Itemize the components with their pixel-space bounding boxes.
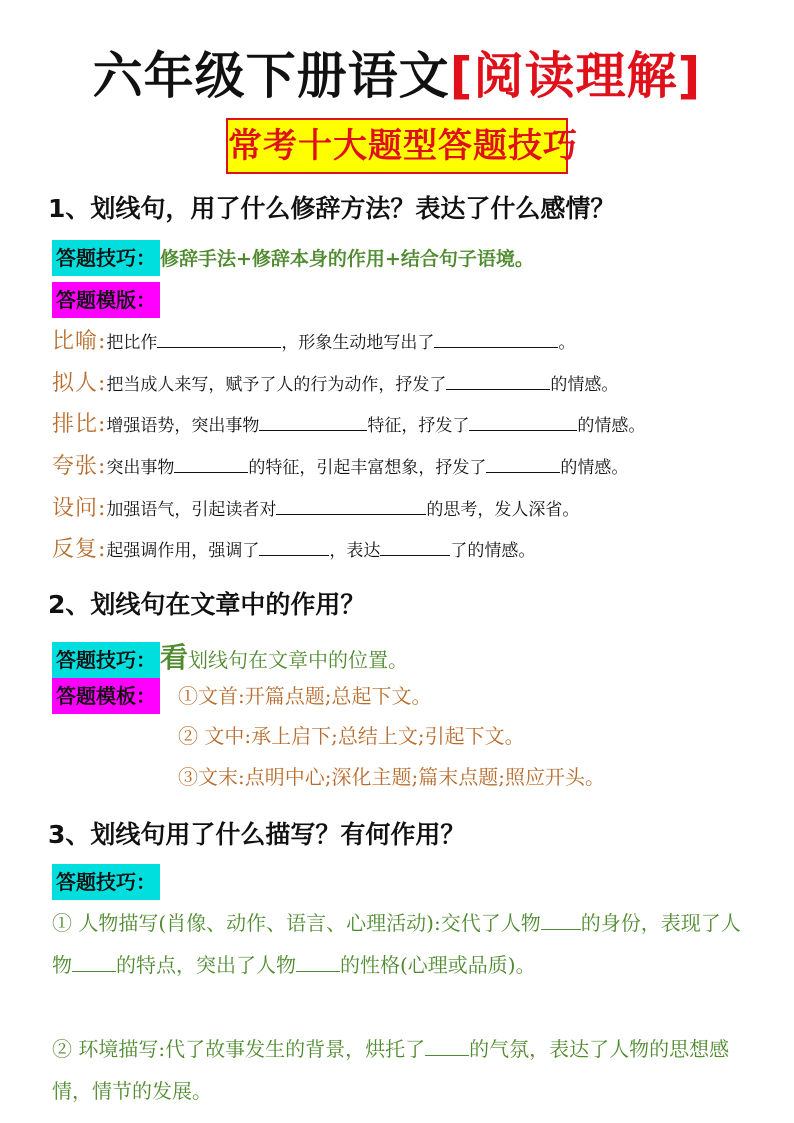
rhetoric-text: 的情感。: [560, 458, 629, 478]
q3-p2-number: ②: [52, 1037, 72, 1061]
rhetoric-row-rhetorical-question: [52, 489, 579, 529]
q3-p1-text: 的性格(心理或品质)。: [340, 953, 536, 977]
rhetoric-text: 加强语气，引起读者对: [106, 500, 277, 520]
rhetoric-text: 了的情感。: [450, 541, 536, 561]
page-title: [0, 46, 794, 106]
question-1-heading: 1、划线句，用了什么修辞方法？表达了什么感情？: [48, 194, 616, 223]
q1-tip-text: 修辞手法+修辞本身的作用+结合句子语境。: [160, 248, 534, 270]
q3-p1-text: 的特点，突出了人物: [116, 953, 296, 977]
q2-template-label: 答题模板：: [52, 678, 160, 714]
rhetoric-row-hyperbole: [52, 447, 628, 487]
rhetoric-term: 夸张:: [52, 454, 107, 479]
rhetoric-text: 起强调作用，强调了: [106, 541, 260, 561]
q2-item-2: ② 文中:承上启下;总结上文;引起下文。: [178, 724, 525, 748]
rhetoric-row-metaphor: [52, 322, 575, 362]
rhetoric-text: 特征，抒发了: [367, 416, 470, 436]
q1-template-label: 答题模版：: [52, 282, 160, 318]
rhetoric-text: 的情感。: [550, 375, 619, 395]
q3-p1-text: 的身份，表现了人物: [52, 911, 741, 977]
fill-blank: [259, 406, 367, 431]
rhetoric-text: 把比作: [106, 333, 158, 353]
fill-blank: [469, 406, 577, 431]
rhetoric-row-repetition: [52, 530, 535, 570]
rhetoric-text: 的思考，发人深省。: [426, 500, 580, 520]
q3-p1-number: ①: [52, 911, 72, 935]
rhetoric-text: 把当成人来写，赋予了人的行为动作，抒发了: [106, 375, 447, 395]
rhetoric-text: 。: [558, 333, 576, 353]
rhetoric-text: 的特征，引起丰富想象，抒发了: [248, 458, 487, 478]
q2-tip-row: [52, 636, 408, 678]
q2-item-3: ③文末:点明中心;深化主题;篇末点题;照应开头。: [178, 765, 605, 789]
page-title-main: 六年级下册语文: [92, 47, 450, 105]
q2-item-1: ①文首:开篇点题;总起下文。: [178, 684, 432, 708]
fill-blank: [380, 531, 450, 556]
rhetoric-text: ，形象生动地写出了: [281, 333, 435, 353]
rhetoric-term: 反复:: [52, 537, 107, 562]
rhetoric-text: 的情感。: [577, 416, 646, 436]
fill-blank: [434, 323, 558, 348]
fill-blank: [72, 949, 116, 972]
fill-blank: [174, 448, 248, 473]
rhetoric-text: 增强语势，突出事物: [106, 416, 260, 436]
q3-p2-text: 的气氛，表达了人物的思想感情，情节的发展。: [52, 1037, 730, 1103]
fill-blank: [446, 365, 550, 390]
q1-tip-row: [52, 240, 534, 277]
rhetoric-term: 排比:: [52, 412, 107, 437]
q3-tip-label: 答题技巧：: [52, 864, 160, 900]
q3-p1-text: 人物描写(肖像、动作、语言、心理活动):交代了人物: [72, 911, 541, 935]
rhetoric-row-personification: [52, 364, 618, 404]
q2-tip-text: 划线句在文章中的位置。: [188, 648, 409, 672]
rhetoric-text: 突出事物: [106, 458, 175, 478]
q1-tip-label: 答题技巧：: [52, 240, 160, 276]
q2-tip-label: 答题技巧：: [52, 642, 160, 678]
question-2-heading: 2、划线句在文章中的作用？: [48, 590, 366, 619]
fill-blank: [541, 907, 581, 930]
page-subtitle: 常考十大题型答题技巧: [226, 118, 568, 174]
q3-p2-text: 环境描写:代了故事发生的背景，烘托了: [72, 1037, 426, 1061]
fill-blank: [425, 1033, 469, 1056]
fill-blank: [157, 323, 281, 348]
fill-blank: [296, 949, 340, 972]
fill-blank: [276, 490, 426, 515]
q3-paragraph-2: [52, 1028, 752, 1112]
fill-blank: [486, 448, 560, 473]
fill-blank: [259, 531, 329, 556]
page-title-highlight: [阅读理解]: [449, 47, 702, 105]
rhetoric-term: 拟人:: [52, 371, 107, 396]
rhetoric-text: ，表达: [329, 541, 381, 561]
rhetoric-row-parallelism: [52, 405, 645, 445]
q2-tip-look: 看: [160, 641, 189, 674]
question-3-heading: 3、划线句用了什么描写？有何作用？: [48, 820, 466, 849]
q3-paragraph-1: [52, 902, 752, 986]
rhetoric-term: 比喻:: [52, 329, 107, 354]
rhetoric-term: 设问:: [52, 496, 107, 521]
